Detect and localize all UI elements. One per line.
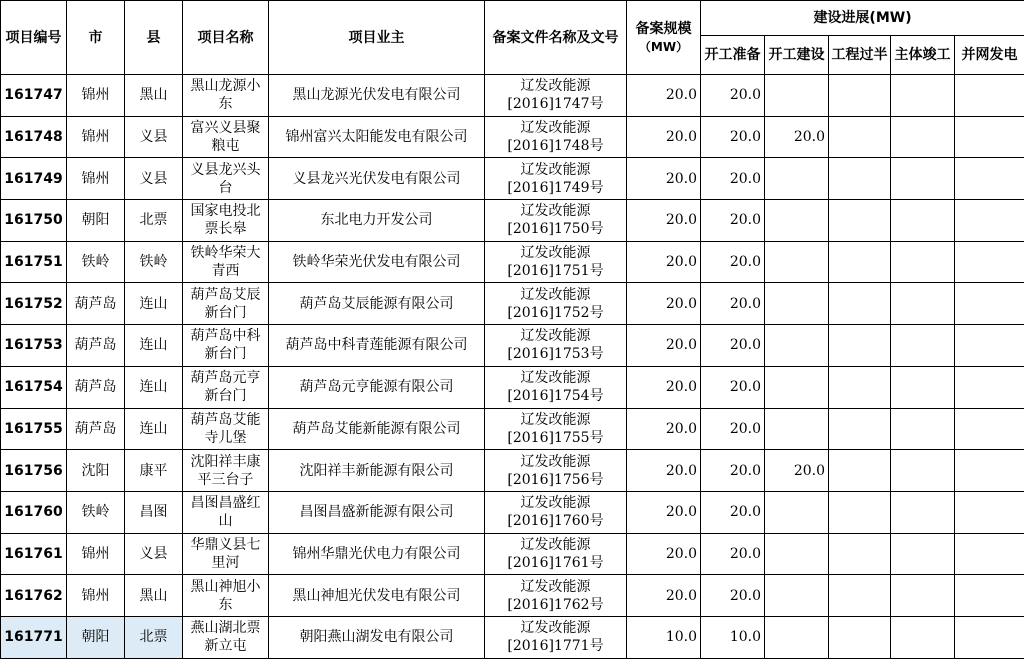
cell-project-owner: 沈阳祥丰新能源有限公司 bbox=[269, 450, 485, 492]
table-row bbox=[1, 200, 1024, 242]
cell-city: 锦州 bbox=[67, 75, 125, 117]
cell-filed-scale: 20.0 bbox=[627, 158, 701, 200]
cell-stage-grid bbox=[955, 116, 1024, 158]
cell-stage-halfway bbox=[829, 158, 891, 200]
cell-county: 黑山 bbox=[125, 575, 183, 617]
cell-stage-grid bbox=[955, 575, 1024, 617]
cell-stage-prep: 20.0 bbox=[701, 158, 765, 200]
cell-stage-halfway bbox=[829, 491, 891, 533]
cell-stage-construction bbox=[765, 616, 829, 658]
cell-filing-document bbox=[485, 200, 627, 242]
cell-project-id: 161761 bbox=[1, 533, 67, 575]
table-row bbox=[1, 241, 1024, 283]
cell-city: 锦州 bbox=[67, 158, 125, 200]
cell-county: 北票 bbox=[125, 200, 183, 242]
cell-stage-grid bbox=[955, 450, 1024, 492]
cell-filed-scale: 20.0 bbox=[627, 325, 701, 367]
cell-county: 黑山 bbox=[125, 75, 183, 117]
cell-county: 连山 bbox=[125, 325, 183, 367]
cell-filing-document bbox=[485, 241, 627, 283]
cell-stage-completion bbox=[891, 408, 955, 450]
cell-project-owner: 东北电力开发公司 bbox=[269, 200, 485, 242]
cell-stage-completion bbox=[891, 283, 955, 325]
filing-authority: 辽发改能源 bbox=[487, 619, 624, 637]
cell-stage-halfway bbox=[829, 75, 891, 117]
cell-project-name: 昌图昌盛红山 bbox=[183, 491, 269, 533]
cell-stage-halfway bbox=[829, 450, 891, 492]
cell-project-name: 葫芦岛艾辰新台门 bbox=[183, 283, 269, 325]
cell-city: 锦州 bbox=[67, 575, 125, 617]
cell-project-name: 葫芦岛艾能寺儿堡 bbox=[183, 408, 269, 450]
cell-filing-document bbox=[485, 116, 627, 158]
cell-stage-halfway bbox=[829, 200, 891, 242]
cell-project-name: 铁岭华荣大青西 bbox=[183, 241, 269, 283]
cell-stage-grid bbox=[955, 366, 1024, 408]
cell-stage-construction bbox=[765, 491, 829, 533]
cell-stage-construction bbox=[765, 575, 829, 617]
cell-filing-document bbox=[485, 408, 627, 450]
cell-county: 连山 bbox=[125, 408, 183, 450]
cell-filing-document bbox=[485, 158, 627, 200]
cell-stage-completion bbox=[891, 533, 955, 575]
cell-stage-halfway bbox=[829, 408, 891, 450]
filing-number: [2016]1751号 bbox=[487, 262, 624, 280]
cell-stage-construction bbox=[765, 200, 829, 242]
cell-city: 葫芦岛 bbox=[67, 325, 125, 367]
cell-project-owner: 锦州富兴太阳能发电有限公司 bbox=[269, 116, 485, 158]
filing-number: [2016]1761号 bbox=[487, 554, 624, 572]
cell-county: 连山 bbox=[125, 366, 183, 408]
header-filing-document: 备案文件名称及文号 bbox=[485, 1, 627, 75]
cell-stage-construction: 20.0 bbox=[765, 116, 829, 158]
cell-stage-grid bbox=[955, 158, 1024, 200]
cell-county: 义县 bbox=[125, 158, 183, 200]
cell-filing-document bbox=[485, 450, 627, 492]
cell-project-id: 161754 bbox=[1, 366, 67, 408]
cell-stage-completion bbox=[891, 575, 955, 617]
cell-stage-completion bbox=[891, 200, 955, 242]
cell-project-name: 葫芦岛元亨新台门 bbox=[183, 366, 269, 408]
cell-stage-completion bbox=[891, 616, 955, 658]
cell-stage-construction bbox=[765, 75, 829, 117]
cell-project-name: 葫芦岛中科新台门 bbox=[183, 325, 269, 367]
filing-number: [2016]1762号 bbox=[487, 596, 624, 614]
cell-city: 锦州 bbox=[67, 533, 125, 575]
cell-project-owner: 葫芦岛元亨能源有限公司 bbox=[269, 366, 485, 408]
cell-city: 葫芦岛 bbox=[67, 283, 125, 325]
header-county: 县 bbox=[125, 1, 183, 75]
filing-authority: 辽发改能源 bbox=[487, 369, 624, 387]
cell-filing-document bbox=[485, 491, 627, 533]
cell-project-owner: 葫芦岛艾辰能源有限公司 bbox=[269, 283, 485, 325]
header-stage-grid: 并网发电 bbox=[955, 36, 1024, 75]
cell-stage-construction bbox=[765, 158, 829, 200]
header-filed-scale bbox=[627, 1, 701, 75]
cell-city: 葫芦岛 bbox=[67, 408, 125, 450]
header-project-name: 项目名称 bbox=[183, 1, 269, 75]
header-project-id: 项目编号 bbox=[1, 1, 67, 75]
cell-project-name: 义县龙兴头台 bbox=[183, 158, 269, 200]
cell-filed-scale: 20.0 bbox=[627, 283, 701, 325]
cell-county: 义县 bbox=[125, 533, 183, 575]
cell-stage-construction bbox=[765, 283, 829, 325]
cell-filed-scale: 20.0 bbox=[627, 200, 701, 242]
cell-filed-scale: 10.0 bbox=[627, 616, 701, 658]
cell-county: 连山 bbox=[125, 283, 183, 325]
cell-stage-halfway bbox=[829, 283, 891, 325]
table-row bbox=[1, 325, 1024, 367]
cell-stage-halfway bbox=[829, 366, 891, 408]
cell-stage-halfway bbox=[829, 616, 891, 658]
cell-stage-completion bbox=[891, 158, 955, 200]
cell-project-owner: 铁岭华荣光伏发电有限公司 bbox=[269, 241, 485, 283]
cell-stage-construction bbox=[765, 408, 829, 450]
table-row bbox=[1, 491, 1024, 533]
cell-stage-grid bbox=[955, 200, 1024, 242]
cell-stage-completion bbox=[891, 366, 955, 408]
cell-city: 朝阳 bbox=[67, 616, 125, 658]
cell-county: 北票 bbox=[125, 616, 183, 658]
cell-stage-completion bbox=[891, 241, 955, 283]
cell-county: 铁岭 bbox=[125, 241, 183, 283]
cell-project-owner: 葫芦岛中科青莲能源有限公司 bbox=[269, 325, 485, 367]
cell-project-name: 华鼎义县七里河 bbox=[183, 533, 269, 575]
cell-stage-prep: 20.0 bbox=[701, 366, 765, 408]
filing-authority: 辽发改能源 bbox=[487, 411, 624, 429]
cell-stage-grid bbox=[955, 533, 1024, 575]
cell-project-name: 国家电投北票长皋 bbox=[183, 200, 269, 242]
cell-project-name: 富兴义县聚粮屯 bbox=[183, 116, 269, 158]
cell-stage-completion bbox=[891, 450, 955, 492]
cell-stage-grid bbox=[955, 616, 1024, 658]
cell-filed-scale: 20.0 bbox=[627, 408, 701, 450]
cell-project-id: 161760 bbox=[1, 491, 67, 533]
cell-stage-halfway bbox=[829, 241, 891, 283]
cell-project-id: 161755 bbox=[1, 408, 67, 450]
cell-stage-prep: 20.0 bbox=[701, 200, 765, 242]
cell-stage-halfway bbox=[829, 575, 891, 617]
cell-stage-construction bbox=[765, 533, 829, 575]
cell-project-id: 161747 bbox=[1, 75, 67, 117]
table-row bbox=[1, 616, 1024, 658]
cell-stage-grid bbox=[955, 325, 1024, 367]
cell-stage-prep: 20.0 bbox=[701, 325, 765, 367]
filing-authority: 辽发改能源 bbox=[487, 202, 624, 220]
filing-number: [2016]1752号 bbox=[487, 304, 624, 322]
table-row bbox=[1, 575, 1024, 617]
header-filed-scale-unit: （MW） bbox=[629, 38, 698, 56]
cell-stage-prep: 20.0 bbox=[701, 450, 765, 492]
cell-stage-prep: 20.0 bbox=[701, 491, 765, 533]
cell-project-id: 161749 bbox=[1, 158, 67, 200]
cell-filed-scale: 20.0 bbox=[627, 241, 701, 283]
cell-filed-scale: 20.0 bbox=[627, 75, 701, 117]
table-body bbox=[1, 75, 1024, 659]
filing-authority: 辽发改能源 bbox=[487, 453, 624, 471]
cell-project-name: 燕山湖北票新立屯 bbox=[183, 616, 269, 658]
cell-stage-construction bbox=[765, 325, 829, 367]
cell-project-id: 161752 bbox=[1, 283, 67, 325]
cell-project-owner: 葫芦岛艾能新能源有限公司 bbox=[269, 408, 485, 450]
table-row bbox=[1, 408, 1024, 450]
cell-city: 铁岭 bbox=[67, 241, 125, 283]
table-row bbox=[1, 116, 1024, 158]
header-stage-completion: 主体竣工 bbox=[891, 36, 955, 75]
cell-filing-document bbox=[485, 533, 627, 575]
cell-stage-completion bbox=[891, 116, 955, 158]
table-row bbox=[1, 158, 1024, 200]
cell-project-id: 161771 bbox=[1, 616, 67, 658]
cell-stage-prep: 20.0 bbox=[701, 283, 765, 325]
header-filed-scale-label: 备案规模 bbox=[629, 20, 698, 38]
cell-stage-construction: 20.0 bbox=[765, 450, 829, 492]
filing-number: [2016]1747号 bbox=[487, 95, 624, 113]
cell-stage-grid bbox=[955, 75, 1024, 117]
cell-city: 沈阳 bbox=[67, 450, 125, 492]
cell-project-owner: 黑山龙源光伏发电有限公司 bbox=[269, 75, 485, 117]
filing-authority: 辽发改能源 bbox=[487, 77, 624, 95]
cell-project-owner: 朝阳燕山湖发电有限公司 bbox=[269, 616, 485, 658]
cell-city: 铁岭 bbox=[67, 491, 125, 533]
cell-filed-scale: 20.0 bbox=[627, 533, 701, 575]
cell-stage-construction bbox=[765, 241, 829, 283]
filing-authority: 辽发改能源 bbox=[487, 494, 624, 512]
cell-county: 昌图 bbox=[125, 491, 183, 533]
cell-stage-completion bbox=[891, 75, 955, 117]
cell-stage-construction bbox=[765, 366, 829, 408]
filing-number: [2016]1760号 bbox=[487, 512, 624, 530]
cell-filed-scale: 20.0 bbox=[627, 450, 701, 492]
cell-filing-document bbox=[485, 616, 627, 658]
cell-project-id: 161751 bbox=[1, 241, 67, 283]
cell-project-id: 161748 bbox=[1, 116, 67, 158]
filing-number: [2016]1756号 bbox=[487, 471, 624, 489]
cell-filing-document bbox=[485, 325, 627, 367]
cell-county: 义县 bbox=[125, 116, 183, 158]
cell-stage-prep: 20.0 bbox=[701, 241, 765, 283]
cell-filed-scale: 20.0 bbox=[627, 491, 701, 533]
filing-number: [2016]1771号 bbox=[487, 637, 624, 655]
cell-stage-prep: 20.0 bbox=[701, 116, 765, 158]
header-stage-halfway: 工程过半 bbox=[829, 36, 891, 75]
cell-stage-prep: 20.0 bbox=[701, 75, 765, 117]
cell-stage-completion bbox=[891, 325, 955, 367]
cell-filed-scale: 20.0 bbox=[627, 366, 701, 408]
cell-filing-document bbox=[485, 575, 627, 617]
cell-stage-grid bbox=[955, 491, 1024, 533]
table-row bbox=[1, 283, 1024, 325]
filing-number: [2016]1754号 bbox=[487, 387, 624, 405]
header-project-owner: 项目业主 bbox=[269, 1, 485, 75]
table-row bbox=[1, 450, 1024, 492]
cell-project-name: 黑山龙源小东 bbox=[183, 75, 269, 117]
filing-authority: 辽发改能源 bbox=[487, 578, 624, 596]
cell-stage-completion bbox=[891, 491, 955, 533]
cell-filing-document bbox=[485, 75, 627, 117]
cell-project-name: 黑山神旭小东 bbox=[183, 575, 269, 617]
cell-project-owner: 昌图昌盛新能源有限公司 bbox=[269, 491, 485, 533]
cell-project-name: 沈阳祥丰康平三台子 bbox=[183, 450, 269, 492]
filing-number: [2016]1750号 bbox=[487, 220, 624, 238]
cell-stage-halfway bbox=[829, 533, 891, 575]
cell-city: 锦州 bbox=[67, 116, 125, 158]
cell-city: 朝阳 bbox=[67, 200, 125, 242]
cell-stage-halfway bbox=[829, 325, 891, 367]
filing-authority: 辽发改能源 bbox=[487, 161, 624, 179]
cell-city: 葫芦岛 bbox=[67, 366, 125, 408]
cell-project-id: 161756 bbox=[1, 450, 67, 492]
cell-project-id: 161762 bbox=[1, 575, 67, 617]
filing-number: [2016]1755号 bbox=[487, 429, 624, 447]
cell-stage-grid bbox=[955, 408, 1024, 450]
cell-stage-prep: 20.0 bbox=[701, 533, 765, 575]
cell-filing-document bbox=[485, 283, 627, 325]
filing-number: [2016]1749号 bbox=[487, 179, 624, 197]
cell-stage-prep: 20.0 bbox=[701, 575, 765, 617]
table-row bbox=[1, 366, 1024, 408]
cell-filed-scale: 20.0 bbox=[627, 116, 701, 158]
header-stage-prep: 开工准备 bbox=[701, 36, 765, 75]
cell-filed-scale: 20.0 bbox=[627, 575, 701, 617]
filing-number: [2016]1753号 bbox=[487, 345, 624, 363]
cell-county: 康平 bbox=[125, 450, 183, 492]
table-row bbox=[1, 533, 1024, 575]
header-city: 市 bbox=[67, 1, 125, 75]
cell-stage-grid bbox=[955, 283, 1024, 325]
header-stage-construction: 开工建设 bbox=[765, 36, 829, 75]
filing-authority: 辽发改能源 bbox=[487, 286, 624, 304]
cell-project-owner: 锦州华鼎光伏电力有限公司 bbox=[269, 533, 485, 575]
cell-stage-prep: 10.0 bbox=[701, 616, 765, 658]
filing-authority: 辽发改能源 bbox=[487, 536, 624, 554]
cell-stage-grid bbox=[955, 241, 1024, 283]
filing-authority: 辽发改能源 bbox=[487, 244, 624, 262]
header-construction-progress: 建设进展(MW) bbox=[701, 1, 1024, 36]
cell-project-id: 161750 bbox=[1, 200, 67, 242]
cell-project-owner: 义县龙兴光伏发电有限公司 bbox=[269, 158, 485, 200]
cell-filing-document bbox=[485, 366, 627, 408]
cell-stage-halfway bbox=[829, 116, 891, 158]
table-row bbox=[1, 75, 1024, 117]
filing-number: [2016]1748号 bbox=[487, 137, 624, 155]
cell-stage-prep: 20.0 bbox=[701, 408, 765, 450]
cell-project-id: 161753 bbox=[1, 325, 67, 367]
filing-authority: 辽发改能源 bbox=[487, 327, 624, 345]
filing-authority: 辽发改能源 bbox=[487, 119, 624, 137]
cell-project-owner: 黑山神旭光伏发电有限公司 bbox=[269, 575, 485, 617]
